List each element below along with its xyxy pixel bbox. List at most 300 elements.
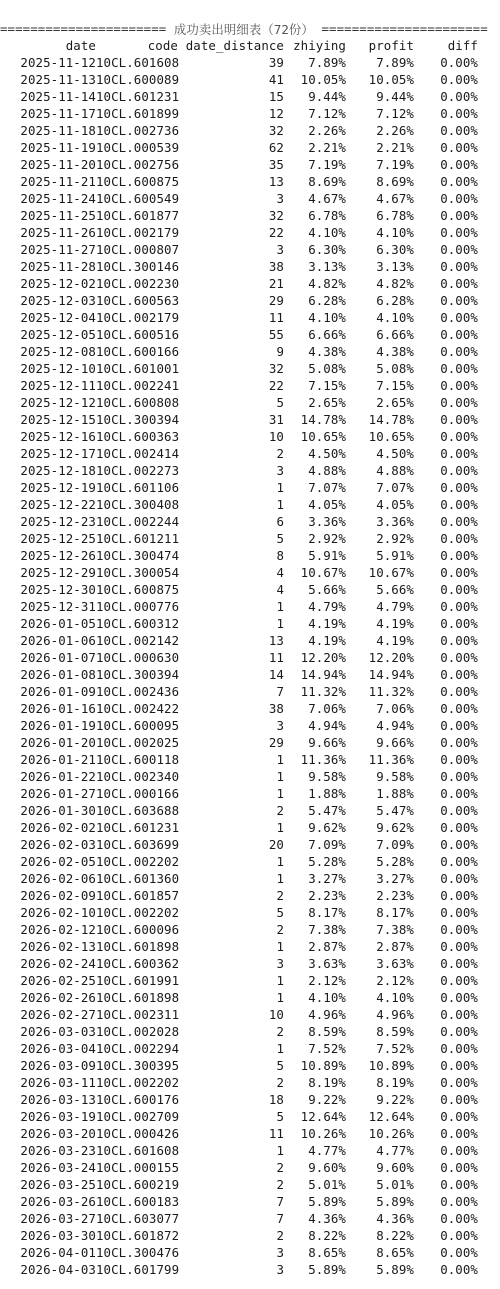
cell-profit: 4.96% (376, 1007, 414, 1022)
cell-date: 2026-03-30 (20, 1228, 96, 1243)
cell-diff: 0.00% (440, 514, 478, 529)
cell-zhiying: 4.50% (308, 446, 346, 461)
cell-date: 2026-01-07 (20, 650, 96, 665)
table-row (0, 71, 500, 88)
cell-profit: 8.19% (376, 1075, 414, 1090)
cell-date: 2026-01-21 (20, 752, 96, 767)
cell-code: 10CL.002202 (96, 905, 180, 920)
table-row (0, 547, 500, 564)
cell-profit: 5.89% (376, 1194, 414, 1209)
table-row (0, 564, 500, 581)
cell-zhiying: 3.63% (308, 956, 346, 971)
cell-zhiying: 11.32% (300, 684, 346, 699)
table-row (0, 224, 500, 241)
cell-date: 2026-01-20 (20, 735, 96, 750)
cell-date: 2026-01-05 (20, 616, 96, 631)
cell-zhiying: 4.82% (308, 276, 346, 291)
cell-diff: 0.00% (440, 684, 478, 699)
cell-code: 10CL.002436 (96, 684, 180, 699)
header-diff: diff (447, 38, 478, 53)
table-row (0, 598, 500, 615)
table-row (0, 1244, 500, 1261)
cell-profit: 10.67% (368, 565, 414, 580)
table-row (0, 1210, 500, 1227)
table-row (0, 1159, 500, 1176)
cell-zhiying: 10.89% (300, 1058, 346, 1073)
cell-diff: 0.00% (440, 667, 478, 682)
cell-diff: 0.00% (440, 854, 478, 869)
cell-diff: 0.00% (440, 463, 478, 478)
cell-zhiying: 8.59% (308, 1024, 346, 1039)
table-row (0, 309, 500, 326)
cell-diff: 0.00% (440, 497, 478, 512)
cell-diff: 0.00% (440, 939, 478, 954)
cell-date: 2026-01-09 (20, 684, 96, 699)
cell-date-distance: 20 (268, 837, 284, 852)
cell-profit: 8.69% (376, 174, 414, 189)
table-row (0, 1006, 500, 1023)
table-row (0, 972, 500, 989)
cell-zhiying: 2.23% (308, 888, 346, 903)
cell-diff: 0.00% (440, 344, 478, 359)
cell-zhiying: 9.66% (308, 735, 346, 750)
cell-code: 10CL.300395 (96, 1058, 180, 1073)
cell-date: 2026-02-09 (20, 888, 96, 903)
table-header (0, 37, 500, 54)
cell-profit: 2.87% (376, 939, 414, 954)
cell-zhiying: 4.94% (308, 718, 346, 733)
cell-date-distance: 62 (268, 140, 284, 155)
cell-zhiying: 14.94% (300, 667, 346, 682)
cell-code: 10CL.600362 (96, 956, 180, 971)
cell-code: 10CL.002230 (96, 276, 180, 291)
cell-date: 2025-11-25 (20, 208, 96, 223)
cell-date: 2026-03-04 (20, 1041, 96, 1056)
cell-diff: 0.00% (440, 905, 478, 920)
cell-zhiying: 7.12% (308, 106, 346, 121)
table-row (0, 734, 500, 751)
cell-date-distance: 7 (276, 684, 284, 699)
cell-profit: 12.20% (368, 650, 414, 665)
table-body (0, 54, 500, 1278)
cell-date: 2025-12-29 (20, 565, 96, 580)
cell-profit: 9.44% (376, 89, 414, 104)
table-row (0, 54, 500, 71)
cell-zhiying: 2.26% (308, 123, 346, 138)
cell-zhiying: 12.64% (300, 1109, 346, 1124)
table-row (0, 1176, 500, 1193)
cell-diff: 0.00% (440, 1160, 478, 1175)
table-row (0, 377, 500, 394)
table-row (0, 683, 500, 700)
cell-zhiying: 5.08% (308, 361, 346, 376)
title-left-rule: ====================== (0, 21, 167, 36)
cell-date-distance: 5 (276, 1058, 284, 1073)
cell-date: 2026-03-09 (20, 1058, 96, 1073)
cell-profit: 8.17% (376, 905, 414, 920)
cell-date-distance: 12 (268, 106, 284, 121)
cell-date-distance: 5 (276, 1109, 284, 1124)
cell-date-distance: 9 (276, 344, 284, 359)
cell-date: 2026-03-26 (20, 1194, 96, 1209)
cell-profit: 8.65% (376, 1245, 414, 1260)
table-row (0, 785, 500, 802)
cell-profit: 6.78% (376, 208, 414, 223)
cell-code: 10CL.600363 (96, 429, 180, 444)
table-row (0, 122, 500, 139)
cell-date-distance: 5 (276, 395, 284, 410)
table-row (0, 462, 500, 479)
cell-profit: 3.63% (376, 956, 414, 971)
header-code: code (147, 38, 178, 53)
cell-zhiying: 4.10% (308, 990, 346, 1005)
cell-profit: 3.36% (376, 514, 414, 529)
cell-date-distance: 6 (276, 514, 284, 529)
cell-date-distance: 4 (276, 582, 284, 597)
cell-code: 10CL.002340 (96, 769, 180, 784)
cell-profit: 10.65% (368, 429, 414, 444)
cell-date: 2025-11-20 (20, 157, 96, 172)
cell-profit: 4.50% (376, 446, 414, 461)
cell-code: 10CL.000426 (96, 1126, 180, 1141)
cell-date: 2026-02-05 (20, 854, 96, 869)
cell-date-distance: 22 (268, 225, 284, 240)
cell-zhiying: 4.10% (308, 310, 346, 325)
cell-code: 10CL.600183 (96, 1194, 180, 1209)
cell-date-distance: 41 (268, 72, 284, 87)
cell-date-distance: 3 (276, 191, 284, 206)
header-date: date (65, 38, 96, 53)
cell-date: 2025-12-26 (20, 548, 96, 563)
cell-date: 2025-12-15 (20, 412, 96, 427)
cell-date: 2026-01-16 (20, 701, 96, 716)
cell-code: 10CL.000807 (96, 242, 180, 257)
table-row (0, 173, 500, 190)
cell-date-distance: 1 (276, 616, 284, 631)
cell-zhiying: 3.27% (308, 871, 346, 886)
cell-date-distance: 1 (276, 1143, 284, 1158)
cell-zhiying: 9.60% (308, 1160, 346, 1175)
cell-profit: 2.23% (376, 888, 414, 903)
cell-diff: 0.00% (440, 1177, 478, 1192)
cell-zhiying: 1.88% (308, 786, 346, 801)
cell-diff: 0.00% (440, 1262, 478, 1277)
cell-date-distance: 11 (268, 1126, 284, 1141)
cell-profit: 2.21% (376, 140, 414, 155)
cell-zhiying: 4.36% (308, 1211, 346, 1226)
cell-code: 10CL.600176 (96, 1092, 180, 1107)
cell-date-distance: 3 (276, 463, 284, 478)
cell-code: 10CL.600312 (96, 616, 180, 631)
cell-code: 10CL.002294 (96, 1041, 180, 1056)
cell-date-distance: 2 (276, 1075, 284, 1090)
cell-zhiying: 7.89% (308, 55, 346, 70)
cell-date-distance: 10 (268, 1007, 284, 1022)
cell-zhiying: 9.44% (308, 89, 346, 104)
title-right-rule: ====================== (321, 21, 488, 36)
cell-zhiying: 2.92% (308, 531, 346, 546)
cell-date: 2026-03-03 (20, 1024, 96, 1039)
cell-date: 2026-01-30 (20, 803, 96, 818)
cell-profit: 4.88% (376, 463, 414, 478)
cell-diff: 0.00% (440, 412, 478, 427)
cell-date-distance: 3 (276, 1245, 284, 1260)
cell-profit: 9.66% (376, 735, 414, 750)
cell-date-distance: 18 (268, 1092, 284, 1107)
cell-profit: 5.01% (376, 1177, 414, 1192)
table-row (0, 1125, 500, 1142)
cell-date: 2026-02-27 (20, 1007, 96, 1022)
cell-code: 10CL.300054 (96, 565, 180, 580)
cell-code: 10CL.002202 (96, 1075, 180, 1090)
cell-date: 2026-03-25 (20, 1177, 96, 1192)
table-row (0, 513, 500, 530)
cell-date: 2025-12-03 (20, 293, 96, 308)
cell-code: 10CL.002241 (96, 378, 180, 393)
cell-profit: 4.67% (376, 191, 414, 206)
cell-diff: 0.00% (440, 106, 478, 121)
cell-code: 10CL.300474 (96, 548, 180, 563)
table-row (0, 768, 500, 785)
cell-zhiying: 4.79% (308, 599, 346, 614)
cell-zhiying: 4.10% (308, 225, 346, 240)
cell-profit: 14.78% (368, 412, 414, 427)
cell-zhiying: 8.19% (308, 1075, 346, 1090)
table-row (0, 88, 500, 105)
table-row (0, 428, 500, 445)
table-row (0, 411, 500, 428)
cell-date: 2025-11-17 (20, 106, 96, 121)
table-row (0, 717, 500, 734)
cell-profit: 4.82% (376, 276, 414, 291)
cell-diff: 0.00% (440, 429, 478, 444)
cell-profit: 4.38% (376, 344, 414, 359)
cell-date: 2026-03-27 (20, 1211, 96, 1226)
cell-code: 10CL.000166 (96, 786, 180, 801)
cell-date: 2026-01-08 (20, 667, 96, 682)
cell-date-distance: 29 (268, 293, 284, 308)
cell-date-distance: 1 (276, 820, 284, 835)
console-output (0, 20, 500, 1289)
cell-zhiying: 2.87% (308, 939, 346, 954)
cell-code: 10CL.600219 (96, 1177, 180, 1192)
cell-diff: 0.00% (440, 1126, 478, 1141)
cell-code: 10CL.002028 (96, 1024, 180, 1039)
cell-date-distance: 1 (276, 752, 284, 767)
table-row (0, 989, 500, 1006)
table-row (0, 292, 500, 309)
cell-code: 10CL.600875 (96, 582, 180, 597)
cell-code: 10CL.002756 (96, 157, 180, 172)
cell-date-distance: 1 (276, 599, 284, 614)
cell-profit: 5.66% (376, 582, 414, 597)
cell-zhiying: 10.67% (300, 565, 346, 580)
cell-zhiying: 2.21% (308, 140, 346, 155)
cell-zhiying: 4.19% (308, 633, 346, 648)
cell-code: 10CL.002736 (96, 123, 180, 138)
cell-profit: 7.15% (376, 378, 414, 393)
cell-date: 2026-03-23 (20, 1143, 96, 1158)
table-row (0, 105, 500, 122)
cell-date: 2026-01-27 (20, 786, 96, 801)
cell-profit: 4.10% (376, 225, 414, 240)
cell-date: 2025-12-11 (20, 378, 96, 393)
cell-zhiying: 5.66% (308, 582, 346, 597)
cell-date-distance: 3 (276, 956, 284, 971)
cell-profit: 4.10% (376, 990, 414, 1005)
cell-zhiying: 5.91% (308, 548, 346, 563)
cell-zhiying: 7.52% (308, 1041, 346, 1056)
header-date-distance: date_distance (185, 38, 284, 53)
cell-code: 10CL.000539 (96, 140, 180, 155)
cell-diff: 0.00% (440, 378, 478, 393)
table-row (0, 1108, 500, 1125)
cell-code: 10CL.000630 (96, 650, 180, 665)
cell-date: 2026-04-03 (20, 1262, 96, 1277)
cell-code: 10CL.600089 (96, 72, 180, 87)
cell-profit: 4.05% (376, 497, 414, 512)
cell-diff: 0.00% (440, 242, 478, 257)
cell-code: 10CL.002142 (96, 633, 180, 648)
table-row (0, 1193, 500, 1210)
cell-profit: 9.58% (376, 769, 414, 784)
cell-diff: 0.00% (440, 480, 478, 495)
cell-date: 2026-04-01 (20, 1245, 96, 1260)
cell-code: 10CL.603699 (96, 837, 180, 852)
cell-diff: 0.00% (440, 786, 478, 801)
cell-code: 10CL.601211 (96, 531, 180, 546)
cell-zhiying: 7.19% (308, 157, 346, 172)
cell-date: 2026-02-02 (20, 820, 96, 835)
cell-diff: 0.00% (440, 1007, 478, 1022)
cell-code: 10CL.002422 (96, 701, 180, 716)
cell-code: 10CL.600095 (96, 718, 180, 733)
cell-code: 10CL.002179 (96, 310, 180, 325)
cell-zhiying: 4.19% (308, 616, 346, 631)
cell-date: 2025-12-19 (20, 480, 96, 495)
cell-code: 10CL.300394 (96, 412, 180, 427)
cell-diff: 0.00% (440, 837, 478, 852)
cell-code: 10CL.600549 (96, 191, 180, 206)
cell-code: 10CL.601608 (96, 55, 180, 70)
cell-date-distance: 1 (276, 939, 284, 954)
cell-date: 2025-12-12 (20, 395, 96, 410)
cell-diff: 0.00% (440, 361, 478, 376)
cell-diff: 0.00% (440, 123, 478, 138)
cell-code: 10CL.002025 (96, 735, 180, 750)
table-row (0, 938, 500, 955)
cell-date-distance: 35 (268, 157, 284, 172)
cell-zhiying: 14.78% (300, 412, 346, 427)
cell-zhiying: 4.05% (308, 497, 346, 512)
cell-profit: 6.66% (376, 327, 414, 342)
table-row (0, 1040, 500, 1057)
cell-date: 2025-11-21 (20, 174, 96, 189)
cell-date: 2025-12-08 (20, 344, 96, 359)
cell-zhiying: 10.05% (300, 72, 346, 87)
cell-date-distance: 38 (268, 259, 284, 274)
cell-zhiying: 8.22% (308, 1228, 346, 1243)
cell-date-distance: 2 (276, 803, 284, 818)
cell-diff: 0.00% (440, 140, 478, 155)
cell-profit: 10.05% (368, 72, 414, 87)
cell-date-distance: 32 (268, 123, 284, 138)
cell-date-distance: 39 (268, 55, 284, 70)
cell-profit: 10.89% (368, 1058, 414, 1073)
cell-profit: 2.12% (376, 973, 414, 988)
cell-diff: 0.00% (440, 55, 478, 70)
cell-zhiying: 9.22% (308, 1092, 346, 1107)
cell-diff: 0.00% (440, 191, 478, 206)
cell-profit: 10.26% (368, 1126, 414, 1141)
cell-zhiying: 2.65% (308, 395, 346, 410)
cell-diff: 0.00% (440, 72, 478, 87)
table-row (0, 1261, 500, 1278)
table-row (0, 836, 500, 853)
cell-profit: 4.77% (376, 1143, 414, 1158)
cell-zhiying: 7.38% (308, 922, 346, 937)
cell-date: 2025-12-30 (20, 582, 96, 597)
cell-profit: 9.22% (376, 1092, 414, 1107)
cell-date-distance: 7 (276, 1211, 284, 1226)
cell-date-distance: 3 (276, 1262, 284, 1277)
cell-zhiying: 8.65% (308, 1245, 346, 1260)
cell-zhiying: 7.06% (308, 701, 346, 716)
cell-diff: 0.00% (440, 565, 478, 580)
cell-date: 2026-03-13 (20, 1092, 96, 1107)
cell-code: 10CL.600166 (96, 344, 180, 359)
cell-date: 2025-11-19 (20, 140, 96, 155)
cell-diff: 0.00% (440, 174, 478, 189)
cell-diff: 0.00% (440, 871, 478, 886)
cell-profit: 7.38% (376, 922, 414, 937)
cell-zhiying: 5.89% (308, 1262, 346, 1277)
cell-zhiying: 7.09% (308, 837, 346, 852)
cell-profit: 9.60% (376, 1160, 414, 1175)
cell-zhiying: 10.65% (300, 429, 346, 444)
header-profit: profit (368, 38, 414, 53)
cell-date-distance: 1 (276, 480, 284, 495)
cell-date: 2026-02-24 (20, 956, 96, 971)
cell-code: 10CL.600563 (96, 293, 180, 308)
cell-date: 2026-02-03 (20, 837, 96, 852)
table-row (0, 581, 500, 598)
table-row (0, 615, 500, 632)
cell-date-distance: 1 (276, 973, 284, 988)
table-row (0, 921, 500, 938)
cell-code: 10CL.300476 (96, 1245, 180, 1260)
cell-diff: 0.00% (440, 616, 478, 631)
cell-zhiying: 12.20% (300, 650, 346, 665)
cell-diff: 0.00% (440, 973, 478, 988)
cell-profit: 6.30% (376, 242, 414, 257)
cell-date-distance: 1 (276, 854, 284, 869)
cell-code: 10CL.601899 (96, 106, 180, 121)
cell-code: 10CL.601106 (96, 480, 180, 495)
cell-date: 2026-02-12 (20, 922, 96, 937)
cell-date-distance: 5 (276, 905, 284, 920)
cell-diff: 0.00% (440, 820, 478, 835)
table-row (0, 156, 500, 173)
cell-date-distance: 15 (268, 89, 284, 104)
header-zhiying: zhiying (293, 38, 346, 53)
table-row (0, 496, 500, 513)
cell-profit: 3.13% (376, 259, 414, 274)
cell-profit: 8.59% (376, 1024, 414, 1039)
cell-date: 2025-11-14 (20, 89, 96, 104)
table-row (0, 1023, 500, 1040)
table-row (0, 1091, 500, 1108)
